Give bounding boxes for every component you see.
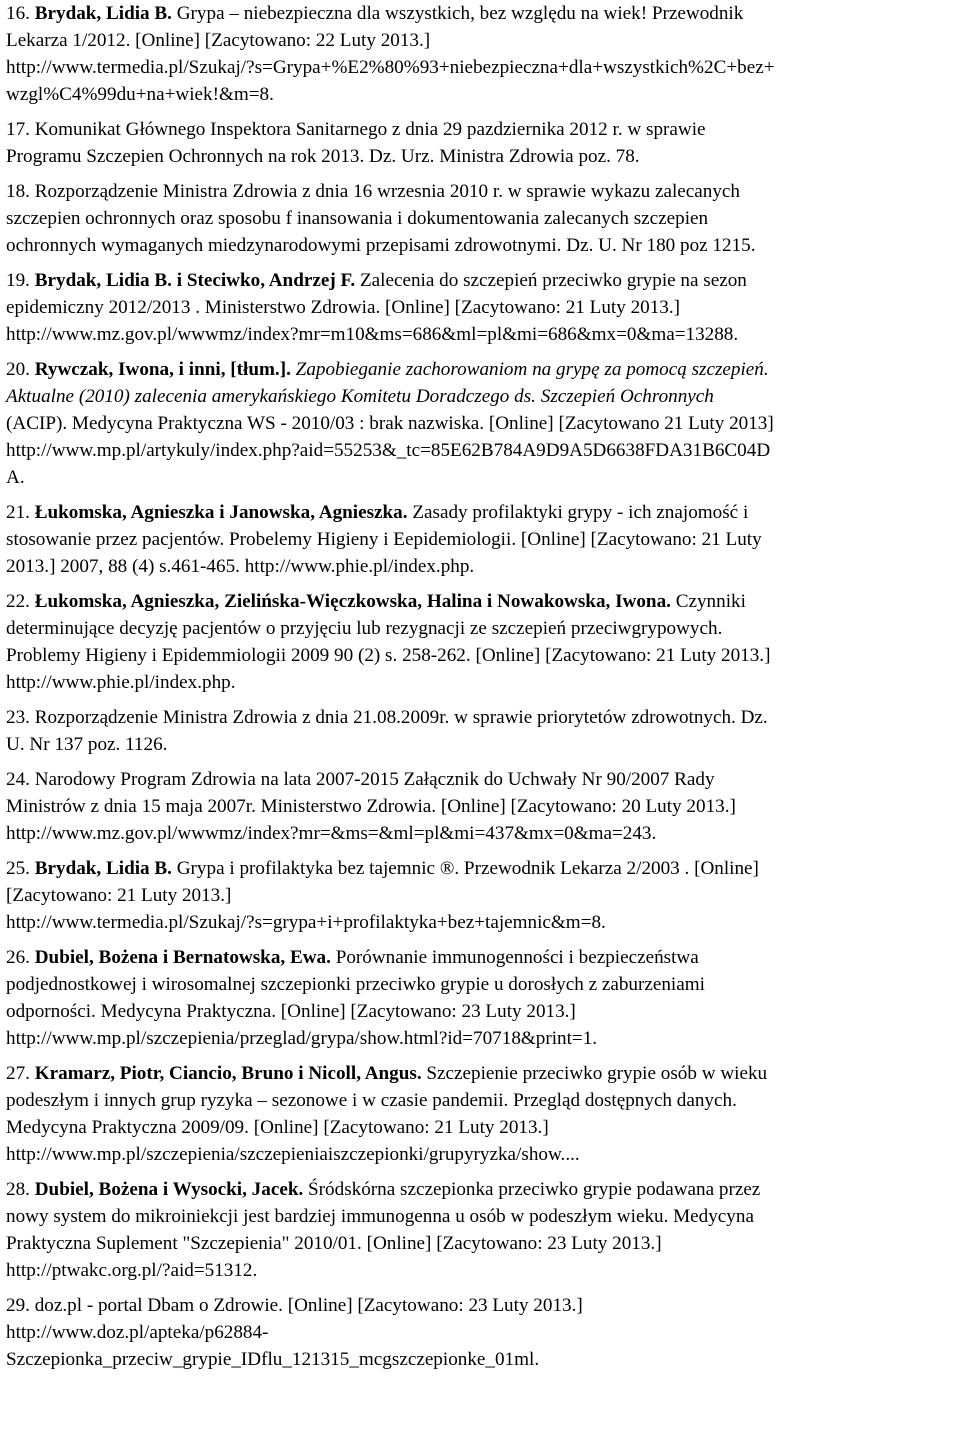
reference-line xyxy=(6,383,956,410)
reference-text: Rozporządzenie Ministra Zdrowia z dnia 16 wrzesnia 2010 r. w sprawie wykazu zalecanych xyxy=(29,181,741,202)
reference-author: Brydak, Lidia B. i Steciwko, Andrzej F. xyxy=(34,270,356,291)
reference-item xyxy=(6,704,956,758)
reference-number: 18. xyxy=(6,181,30,202)
reference-line xyxy=(6,971,956,998)
reference-title: Aktualne (2010) zalecenia amerykańskiego Komitetu Doradczego ds. Szczepień Ochronnych xyxy=(6,386,714,407)
reference-item xyxy=(6,1292,956,1373)
reference-line xyxy=(6,27,956,54)
reference-text: Programu Szczepien Ochronnych na rok 2013. Dz. Urz. Ministra Zdrowia poz. 78. xyxy=(6,146,640,167)
reference-text: Zasady profilaktyki grypy - ich znajomość i xyxy=(407,502,749,523)
reference-number: 22. xyxy=(6,591,30,612)
reference-line xyxy=(6,944,956,971)
reference-url: http://www.mp.pl/artykuly/index.php?aid=55253&_tc=85E62B784A9D9A5D6638FDA31B6C04D xyxy=(6,440,771,461)
reference-line xyxy=(6,1087,956,1114)
reference-item xyxy=(6,499,956,580)
reference-line xyxy=(6,1346,956,1373)
reference-author: Rywczak, Iwona, i inni, [tłum.]. xyxy=(34,359,291,380)
reference-line xyxy=(6,615,956,642)
reference-author: Brydak, Lidia B. xyxy=(34,3,172,24)
reference-line xyxy=(6,882,956,909)
reference-text: Szczepionka_przeciw_grypie_IDflu_121315_mcgszczepionke_01ml. xyxy=(6,1349,540,1370)
reference-text: doz.pl - portal Dbam o Zdrowie. [Online] [Zacytowano: 23 Luty 2013.] xyxy=(29,1295,583,1316)
reference-number: 17. xyxy=(6,119,30,140)
reference-line xyxy=(6,81,956,108)
reference-url: http://www.mp.pl/szczepienia/przeglad/grypa/show.html?id=70718&print=1. xyxy=(6,1028,598,1049)
reference-text: Ministrów z dnia 15 maja 2007r. Ministerstwo Zdrowia. [Online] [Zacytowano: 20 Luty 2013.] xyxy=(6,796,736,817)
reference-item xyxy=(6,855,956,936)
reference-text: epidemiczny 2012/2013 . Ministerstwo Zdrowia. [Online] [Zacytowano: 21 Luty 2013.] xyxy=(6,297,681,318)
reference-text: Zalecenia do szczepień przeciwko grypie na sezon xyxy=(355,270,747,291)
reference-line xyxy=(6,669,956,696)
reference-item xyxy=(6,588,956,696)
reference-line xyxy=(6,178,956,205)
reference-line xyxy=(6,1230,956,1257)
reference-line xyxy=(6,464,956,491)
reference-item xyxy=(6,1060,956,1168)
reference-text: A. xyxy=(6,467,25,488)
reference-text: Śródskórna szczepionka przeciwko grypie podawana przez xyxy=(303,1179,761,1200)
reference-item xyxy=(6,178,956,259)
reference-text: Medycyna Praktyczna 2009/09. [Online] [Zacytowano: 21 Luty 2013.] xyxy=(6,1117,549,1138)
reference-text: wzgl%C4%99du+na+wiek!&m=8. xyxy=(6,84,274,105)
reference-line xyxy=(6,909,956,936)
reference-line xyxy=(6,1060,956,1087)
reference-line xyxy=(6,1257,956,1284)
reference-line xyxy=(6,499,956,526)
reference-item xyxy=(6,356,956,491)
references-page xyxy=(6,0,956,1381)
reference-line xyxy=(6,232,956,259)
reference-line xyxy=(6,1203,956,1230)
reference-line xyxy=(6,356,956,383)
reference-line xyxy=(6,437,956,464)
reference-author: Brydak, Lidia B. xyxy=(34,858,172,879)
reference-line xyxy=(6,54,956,81)
reference-text: Lekarza 1/2012. [Online] [Zacytowano: 22 Luty 2013.] xyxy=(6,30,431,51)
reference-line xyxy=(6,820,956,847)
reference-author: Łukomska, Agnieszka, Zielińska-Więczkowska, Halina i Nowakowska, Iwona. xyxy=(34,591,671,612)
reference-text: Czynniki xyxy=(670,591,746,612)
reference-line xyxy=(6,642,956,669)
reference-line xyxy=(6,855,956,882)
reference-text: odporności. Medycyna Praktyczna. [Online] [Zacytowano: 23 Luty 2013.] xyxy=(6,1001,576,1022)
reference-text: Porównanie immunogenności i bezpieczeństwa xyxy=(330,947,699,968)
reference-line xyxy=(6,116,956,143)
reference-item xyxy=(6,1176,956,1284)
reference-url: http://www.mz.gov.pl/wwwmz/index?mr=&ms=&ml=pl&mi=437&mx=0&ma=243. xyxy=(6,823,657,844)
reference-text: [Zacytowano: 21 Luty 2013.] xyxy=(6,885,232,906)
reference-text: 2013.] 2007, 88 (4) s.461-465. http://www.phie.pl/index.php. xyxy=(6,556,475,577)
reference-number: 23. xyxy=(6,707,30,728)
reference-url: http://www.termedia.pl/Szukaj/?s=Grypa+%E2%80%93+niebezpieczna+dla+wszystkich%2C+bez+ xyxy=(6,57,775,78)
reference-line xyxy=(6,267,956,294)
reference-text: Grypa – niebezpieczna dla wszystkich, bez względu na wiek! Przewodnik xyxy=(171,3,744,24)
reference-text: stosowanie przez pacjentów. Probelemy Higieny i Eepidemiologii. [Online] [Zacytowano: 21 Luty xyxy=(6,529,762,550)
reference-text: Komunikat Głównego Inspektora Sanitarnego z dnia 29 pazdziernika 2012 r. w sprawie xyxy=(29,119,706,140)
reference-line xyxy=(6,143,956,170)
reference-text: Praktyczna Suplement "Szczepienia" 2010/01. [Online] [Zacytowano: 23 Luty 2013.] xyxy=(6,1233,662,1254)
reference-author: Łukomska, Agnieszka i Janowska, Agnieszka. xyxy=(34,502,408,523)
reference-text: Problemy Higieny i Epidemmiologii 2009 90 (2) s. 258-262. [Online] [Zacytowano: 21 Luty 2013.] xyxy=(6,645,771,666)
reference-line xyxy=(6,0,956,27)
reference-line xyxy=(6,1292,956,1319)
reference-number: 19. xyxy=(6,270,30,291)
reference-text: Szczepienie przeciwko grypie osób w wieku xyxy=(421,1063,768,1084)
reference-line xyxy=(6,704,956,731)
reference-title: Zapobieganie zachorowaniom na grypę za pomocą szczepień. xyxy=(290,359,769,380)
reference-line xyxy=(6,766,956,793)
reference-line xyxy=(6,1025,956,1052)
reference-number: 26. xyxy=(6,947,30,968)
reference-number: 16. xyxy=(6,3,30,24)
reference-line xyxy=(6,553,956,580)
reference-number: 28. xyxy=(6,1179,30,1200)
reference-number: 29. xyxy=(6,1295,30,1316)
reference-url: http://ptwakc.org.pl/?aid=51312. xyxy=(6,1260,258,1281)
reference-item xyxy=(6,944,956,1052)
reference-line xyxy=(6,588,956,615)
reference-url: http://www.termedia.pl/Szukaj/?s=grypa+i+profilaktyka+bez+tajemnic&m=8. xyxy=(6,912,606,933)
reference-text: szczepien ochronnych oraz sposobu f inansowania i dokumentowania zalecanych szczepien xyxy=(6,208,709,229)
reference-text: podjednostkowej i wirosomalnej szczepionki przeciwko grypie u dorosłych z zaburzeniami xyxy=(6,974,705,995)
reference-line xyxy=(6,410,956,437)
reference-line xyxy=(6,1176,956,1203)
reference-item xyxy=(6,766,956,847)
reference-item xyxy=(6,0,956,108)
reference-author: Dubiel, Bożena i Wysocki, Jacek. xyxy=(34,1179,304,1200)
reference-line xyxy=(6,793,956,820)
reference-item xyxy=(6,116,956,170)
reference-line xyxy=(6,205,956,232)
reference-line xyxy=(6,1319,956,1346)
reference-url: http://www.phie.pl/index.php. xyxy=(6,672,236,693)
reference-text: Grypa i profilaktyka bez tajemnic ®. Przewodnik Lekarza 2/2003 . [Online] xyxy=(171,858,759,879)
reference-text: nowy system do mikroiniekcji jest bardziej immunogenna u osób w podeszłym wieku. Medycyna xyxy=(6,1206,754,1227)
reference-number: 20. xyxy=(6,359,30,380)
reference-text: determinujące decyzję pacjentów o przyjęciu lub rezygnacji ze szczepień przeciwgrypowych. xyxy=(6,618,723,639)
reference-number: 27. xyxy=(6,1063,30,1084)
reference-author: Dubiel, Bożena i Bernatowska, Ewa. xyxy=(34,947,331,968)
reference-url: http://www.doz.pl/apteka/p62884- xyxy=(6,1322,269,1343)
reference-url: http://www.mz.gov.pl/wwwmz/index?mr=m10&ms=686&ml=pl&mi=686&mx=0&ma=13288. xyxy=(6,324,739,345)
reference-number: 21. xyxy=(6,502,30,523)
reference-text: (ACIP). Medycyna Praktyczna WS - 2010/03 : brak nazwiska. [Online] [Zacytowano 21 Luty 2013] xyxy=(6,413,774,434)
reference-text: podeszłym i innych grup ryzyka – sezonowe i w czasie pandemii. Przegląd dostępnych danych. xyxy=(6,1090,737,1111)
reference-line xyxy=(6,1114,956,1141)
reference-text: Narodowy Program Zdrowia na lata 2007-2015 Załącznik do Uchwały Nr 90/2007 Rady xyxy=(29,769,715,790)
reference-text: Rozporządzenie Ministra Zdrowia z dnia 21.08.2009r. w sprawie priorytetów zdrowotnych. Dz. xyxy=(29,707,768,728)
reference-number: 24. xyxy=(6,769,30,790)
reference-line xyxy=(6,998,956,1025)
reference-url: http://www.mp.pl/szczepienia/szczepieniaiszczepionki/grupyryzka/show.... xyxy=(6,1144,580,1165)
reference-item xyxy=(6,267,956,348)
reference-author: Kramarz, Piotr, Ciancio, Bruno i Nicoll, Angus. xyxy=(34,1063,422,1084)
reference-line xyxy=(6,321,956,348)
reference-number: 25. xyxy=(6,858,30,879)
reference-line xyxy=(6,526,956,553)
reference-text: ochronnych wymaganych miedzynarodowymi przepisami zdrowotnymi. Dz. U. Nr 180 poz 1215. xyxy=(6,235,756,256)
reference-line xyxy=(6,294,956,321)
reference-line xyxy=(6,1141,956,1168)
reference-line xyxy=(6,731,956,758)
reference-text: U. Nr 137 poz. 1126. xyxy=(6,734,168,755)
